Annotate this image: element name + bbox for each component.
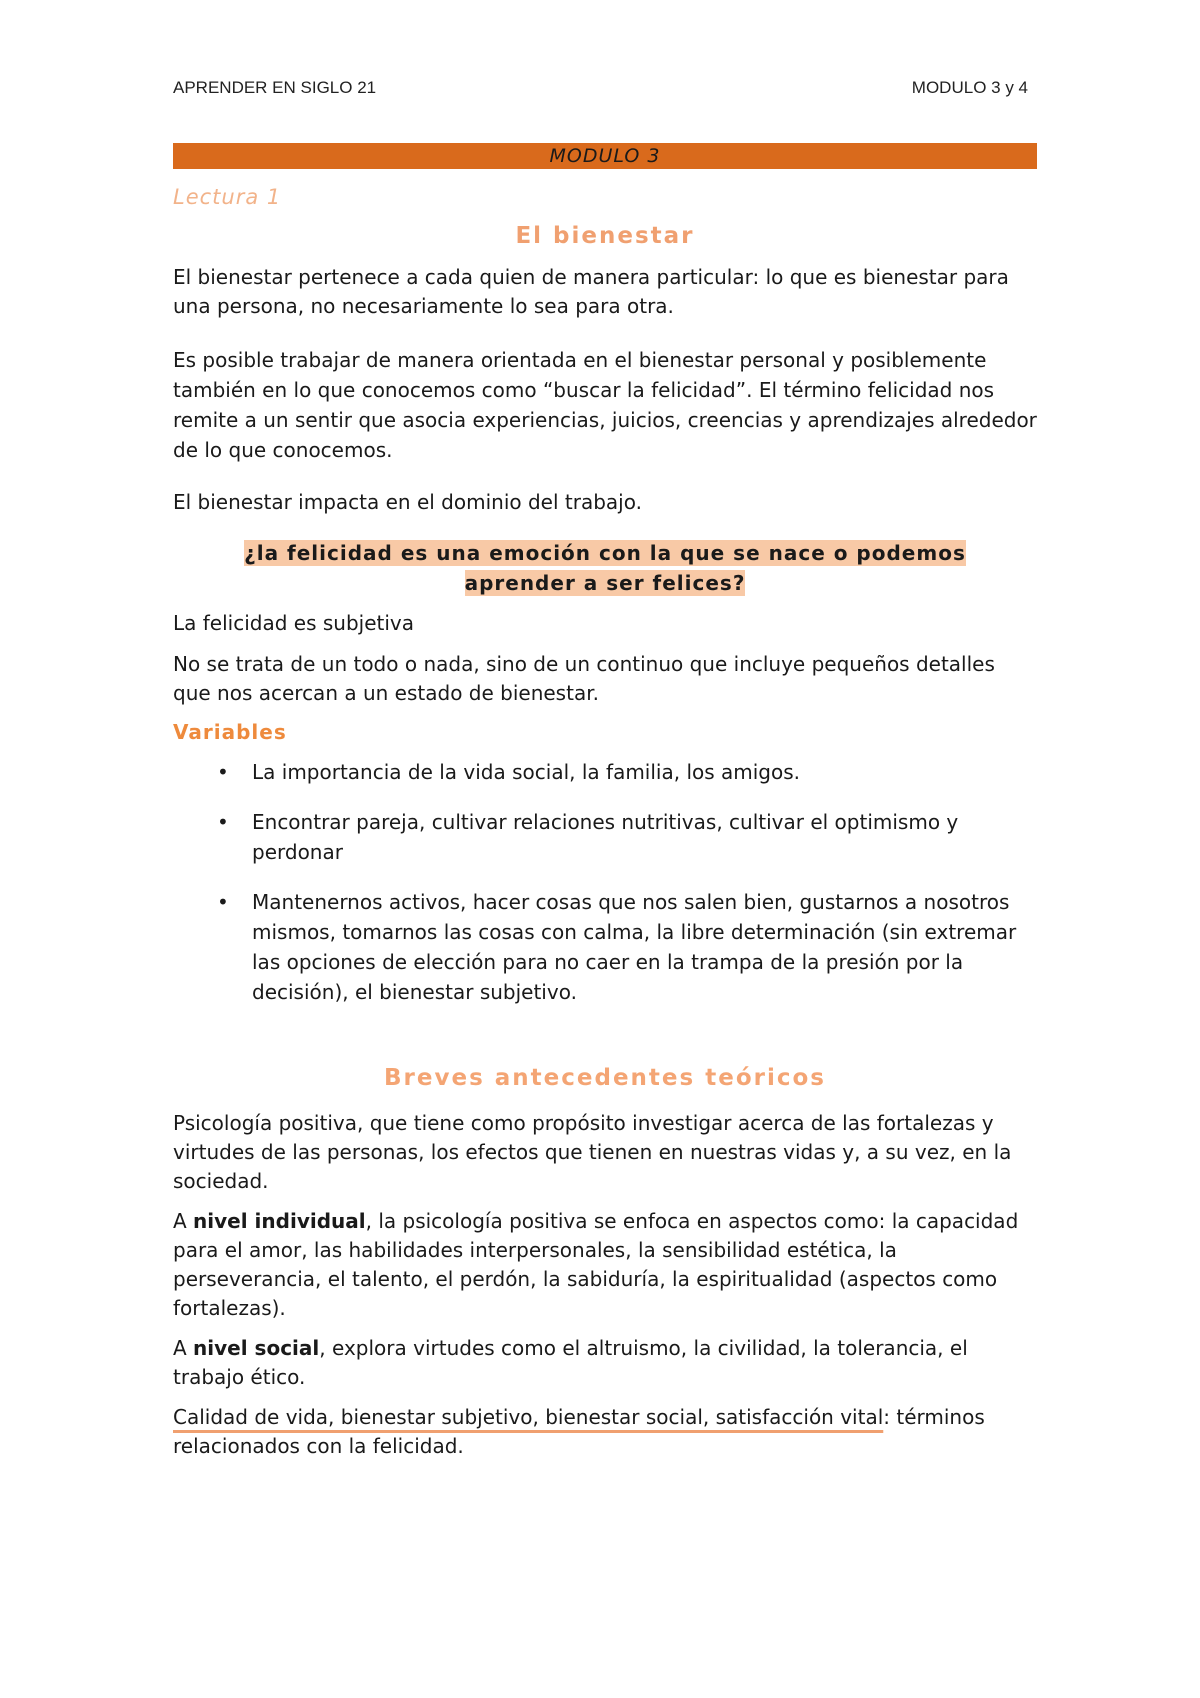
- document-body: [173, 143, 1037, 1461]
- bold-term: nivel social: [193, 1336, 320, 1360]
- bullet-icon: •: [217, 810, 229, 834]
- list-item: [173, 887, 1037, 1007]
- bold-term: nivel individual: [193, 1209, 366, 1233]
- module-title-bar: MODULO 3: [173, 143, 1037, 169]
- paragraph: Es posible trabajar de manera orientada en el bienestar personal y posiblemente también en lo que conocemos como “buscar la felicidad”. El término felicidad nos remite a un sentir que asocia experiencias, juicios, creencias y aprendizajes alrededor de lo que conocemos.: [173, 348, 1037, 462]
- header-left: APRENDER EN SIGLO 21: [173, 78, 377, 97]
- list-item-text: Mantenernos activos, hacer cosas que nos salen bien, gustarnos a nosotros mismos, tomarnos las cosas con calma, la libre determinación (sin extremar las opciones de elección para no caer en la trampa de la presión por la decisión), el bienestar subjetivo.: [252, 890, 1017, 1004]
- text-rest: : términos relacionados con la felicidad.: [173, 1405, 985, 1458]
- paragraph: La felicidad es subjetiva: [173, 611, 414, 635]
- highlighted-question: [173, 538, 1037, 598]
- paragraph-terminos: [173, 1403, 1037, 1461]
- paragraph-nivel-social: [173, 1334, 1037, 1392]
- section-title-bienestar: El bienestar: [515, 223, 695, 249]
- lectura-label: Lectura 1: [173, 185, 282, 209]
- list-item-text: Encontrar pareja, cultivar relaciones nutritivas, cultivar el optimismo y perdonar: [252, 810, 959, 864]
- paragraph-nivel-individual: [173, 1207, 1037, 1323]
- underlined-terms: Calidad de vida, bienestar subjetivo, bienestar social, satisfacción vital: [173, 1405, 884, 1429]
- text-rest: , explora virtudes como el altruismo, la civilidad, la tolerancia, el trabajo ético.: [173, 1336, 968, 1389]
- variables-list: [173, 757, 1037, 1007]
- paragraph: No se trata de un todo o nada, sino de un continuo que incluye pequeños detalles que nos acercan a un estado de bienestar.: [173, 652, 995, 705]
- bullet-icon: •: [217, 760, 229, 784]
- list-item: [173, 807, 1037, 867]
- question-line-2: aprender a ser felices?: [464, 571, 746, 595]
- text-prefix: A: [173, 1336, 194, 1360]
- list-item: [173, 757, 1037, 787]
- list-item-text: La importancia de la vida social, la familia, los amigos.: [252, 760, 801, 784]
- paragraph: El bienestar impacta en el dominio del trabajo.: [173, 490, 642, 514]
- variables-heading: Variables: [173, 720, 287, 744]
- bullet-icon: •: [217, 890, 229, 914]
- text-rest: , la psicología positiva se enfoca en aspectos como: la capacidad para el amor, las habilidades interpersonales, la sensibilidad estética, la perseverancia, el talento, el perdón, la sabiduría, la espiritualidad (aspectos como fortalezas).: [173, 1209, 1019, 1320]
- text-prefix: A: [173, 1209, 194, 1233]
- section-title-antecedentes: Breves antecedentes teóricos: [384, 1065, 826, 1091]
- paragraph: Psicología positiva, que tiene como propósito investigar acerca de las fortalezas y virtudes de las personas, los efectos que tienen en nuestras vidas y, a su vez, en la sociedad.: [173, 1111, 1012, 1193]
- header-right: MODULO 3 y 4: [911, 78, 1028, 97]
- paragraph: El bienestar pertenece a cada quien de manera particular: lo que es bienestar para una persona, no necesariamente lo sea para otra.: [173, 265, 1009, 318]
- question-line-1: ¿la felicidad es una emoción con la que se nace o podemos: [244, 541, 966, 565]
